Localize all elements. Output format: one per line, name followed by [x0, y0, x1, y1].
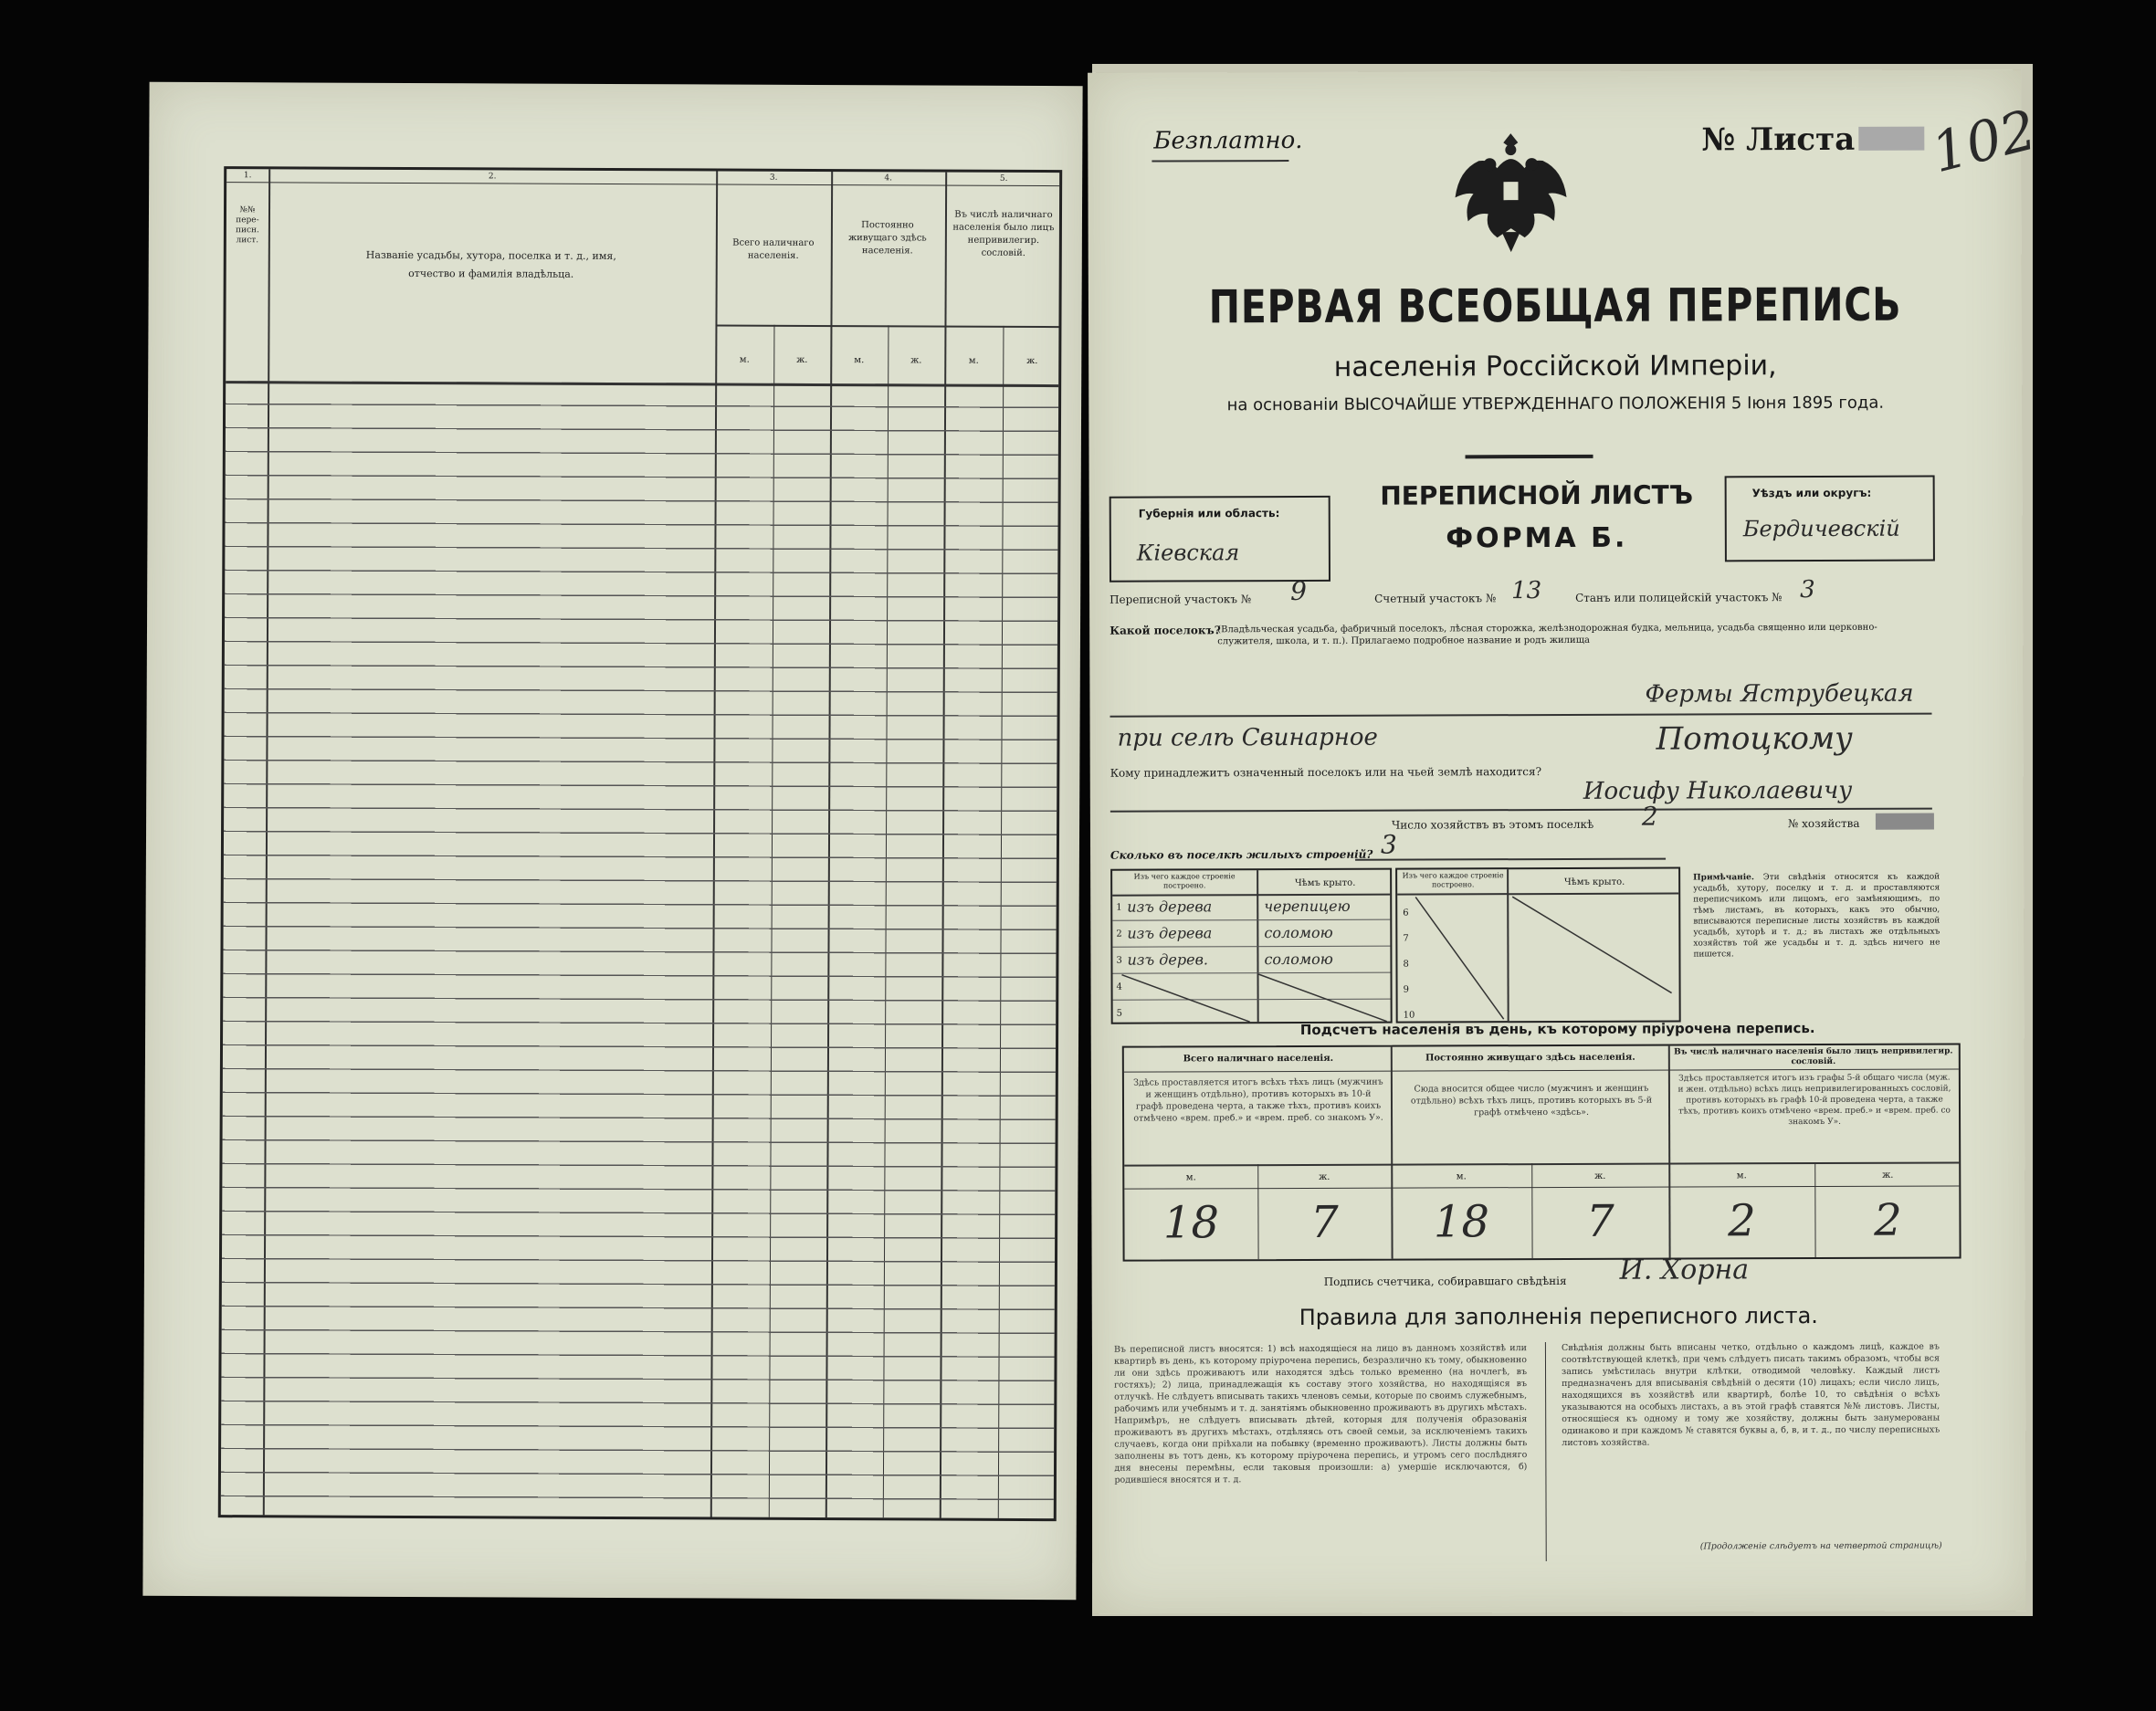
col5-zh: ж.: [1026, 355, 1038, 367]
ct-head-3: Въ числѣ наличнаго населенія было лицъ непривилегир. сословій.: [1674, 1046, 1953, 1067]
bt-head-1: Изъ чего каждое строеніе построено.: [1133, 872, 1236, 890]
col4-m: м.: [854, 355, 865, 366]
count-permanent-m: 18: [1433, 1196, 1490, 1248]
bt-row-n: 3: [1116, 955, 1122, 966]
ct-zh-1: ж.: [1319, 1171, 1330, 1182]
count-table: [1122, 1043, 1961, 1261]
bt-row: [1112, 920, 1390, 948]
census-title: ПЕРВАЯ ВСЕОБЩАЯ ПЕРЕПИСЬ: [1208, 278, 1902, 334]
rules-left: Въ переписной листъ вносятся: 1) всѣ находящіеся на лицо въ данномъ хозяйствѣ или квартирѣ въ день, къ которому пріурочена перепись, безразлично къ тому, обыкновенно ли они здѣсь проживаютъ или находятся здѣсь только временно (на ночлегѣ, въ гостяхъ); 2) лица, принадлежащія къ составу этого хозяйства, но находящіяся въ отлучкѣ. Не слѣдуетъ вписывать такихъ членовъ семьи, которые по своимъ служебнымъ, рабочимъ или учебнымъ и т. д. занятіямъ обыкновенно проживаютъ въ другихъ мѣстахъ. Напримѣръ, не слѣдуетъ вписывать дѣтей, которыя для полученія образованія проживаютъ въ другихъ мѣстахъ, отдѣляясь отъ своей семьи, за исключеніемъ такихъ случаевъ, когда они пріѣхали на побывку (временно проживаютъ). Листы должны быть заполнены въ тотъ день, къ которому пріурочена перепись, и утромъ сего послѣдняго дня внесены перемѣны, если таковыя произошли: а) умершіе исключаются, б) родившіеся вносятся и т. д.: [1113, 1343, 1528, 1485]
bt2-row-n: 8: [1403, 959, 1409, 970]
signature-label: Подпись счетчика, собиравшаго свѣдѣнія: [1323, 1274, 1567, 1288]
bt-row-n: 2: [1116, 929, 1122, 939]
col3-label: Всего наличнаго населенія.: [732, 237, 815, 261]
signature-handwritten: И. Хорна: [1619, 1254, 1750, 1286]
rules-title: Правила для заполненія переписного листа.: [1299, 1303, 1818, 1330]
bt-row-b: черепицею: [1264, 897, 1351, 916]
household-no-stamp: [1876, 814, 1934, 830]
census-basis: на основаніи ВЫСОЧАЙШЕ УТВЕРЖДЕННАГО ПОЛОЖЕНІЯ 5 Іюня 1895 года.: [1226, 393, 1885, 415]
settlement-handwritten-2: при селѣ Свинарное: [1117, 723, 1378, 752]
buildings-table-1: [1110, 868, 1393, 1024]
count-permanent-zh: 7: [1586, 1195, 1614, 1247]
uezd-value: Бердичевскiй: [1742, 515, 1900, 542]
count-title: Подсчетъ населенія въ день, къ которому пріурочена перепись.: [1299, 1020, 1815, 1038]
bt2-row-n: 7: [1403, 933, 1409, 944]
col3-m: м.: [739, 354, 750, 365]
ct-desc-1: Здѣсь проставляется итогъ всѣхъ тѣхъ лицъ (мужчинъ и женщинъ отдѣльно), противъ которыхъ въ 10-й графѣ проведена черта, а также тѣхъ, противъ коихъ отмѣчено «врем. преб.» и «врем. преб. со знакомъ У».: [1133, 1076, 1383, 1124]
sheet-number-handwritten: 102: [1925, 98, 2043, 186]
district-value-2: 13: [1510, 577, 1542, 605]
bt-row-n: 1: [1116, 902, 1122, 913]
count-nonpriv-zh: 2: [1874, 1194, 1902, 1246]
ct-head-1: Всего наличнаго населенія.: [1183, 1053, 1334, 1065]
bt-head-2: Чѣмъ крыто.: [1294, 877, 1356, 889]
col3-zh: ж.: [796, 354, 808, 365]
count-nonpriv-m: 2: [1728, 1195, 1756, 1247]
bt-row-b: соломою: [1264, 923, 1333, 942]
buildings-label: Сколько въ поселкѣ жилыхъ строеній?: [1110, 847, 1373, 862]
col4-number: 4.: [884, 173, 892, 184]
col4-zh: ж.: [910, 355, 922, 366]
district-label-1: Переписной участокъ №: [1110, 593, 1252, 606]
census-subtitle: населенія Россійской Имперіи,: [1333, 350, 1777, 383]
bt2-strike-lines: [1397, 893, 1678, 1023]
buildings-line: [1355, 858, 1666, 861]
owner-handwritten-1: Потоцкому: [1656, 719, 1853, 758]
title-divider: [1466, 455, 1593, 458]
settlement-handwritten-1: Фермы Яструбецкая: [1645, 679, 1914, 709]
households-value: 2: [1641, 801, 1658, 832]
sheet-number-stamp: [1858, 127, 1924, 151]
ct-desc-3: Здѣсь проставляется итогъ изъ графы 5-й общаго числа (муж. и жен. отдѣльно) всѣхъ лицъ непривилегированныхъ сословій, противъ которыхъ въ графѣ 10-й проведена черта, а также тѣхъ, противъ коихъ отмѣчено «врем. преб.» и «врем. преб. со знакомъ У».: [1677, 1073, 1951, 1128]
bt-row-n: 4: [1116, 981, 1122, 992]
household-no-label: № хозяйства: [1787, 816, 1860, 831]
owner-line: [1110, 808, 1932, 813]
district-label-3: Станъ или полицейскій участокъ №: [1575, 591, 1783, 604]
count-total-zh: 7: [1310, 1196, 1339, 1248]
col5-number: 5.: [999, 173, 1008, 184]
col1-label: №№ пере-писн. лист.: [235, 205, 259, 246]
bt-row: [1112, 894, 1390, 921]
settlement-note: (Владѣльческая усадьба, фабричный поселокъ, лѣсная сторожка, желѣзнодорожная будка, мельница, усадьба священно или церковно-служителя, школа, и т. п.). Прилагаемо подробное название и родъ жилища: [1217, 622, 1877, 647]
district-value-1: 9: [1289, 575, 1307, 607]
owner-label: Кому принадлежитъ означенный поселокъ или на чьей землѣ находится?: [1110, 765, 1542, 780]
ct-line: [1124, 1161, 1959, 1166]
bt-row-b: соломою: [1264, 950, 1333, 969]
free-label: Безплатно.: [1153, 126, 1303, 155]
settlement-label: Какой поселокъ?: [1110, 624, 1221, 637]
bt2-head-2: Чѣмъ крыто.: [1563, 876, 1625, 887]
bt2-row-n: 10: [1403, 1010, 1415, 1021]
bt2-row-n: 9: [1403, 984, 1409, 995]
ct-desc-2: Сюда вносится общее число (мужчинъ и женщинъ отдѣльно) всѣхъ тѣхъ лицъ, противъ которыхъ въ 5-й графѣ отмѣчено «здѣсь».: [1410, 1083, 1653, 1118]
col5-m: м.: [968, 355, 979, 366]
col4-label: Постоянно живущаго здѣсь населенія.: [847, 220, 927, 257]
note-title: Примѣчаніе.: [1693, 873, 1755, 883]
ct-m-2: м.: [1456, 1171, 1467, 1182]
households-label: Число хозяйствъ въ этомъ поселкѣ: [1391, 817, 1594, 832]
bt2-row-n: 6: [1403, 908, 1409, 918]
bt-row-n: 5: [1116, 1008, 1123, 1019]
owner-handwritten-2: Иосифу Николаевичу: [1583, 776, 1853, 805]
uezd-label: Уѣздъ или округъ:: [1751, 486, 1872, 500]
province-label: Губернія или область:: [1138, 507, 1280, 520]
province-value: Кiевская: [1136, 540, 1240, 566]
ruled-rows: [221, 381, 1058, 1518]
summary-table: [218, 166, 1062, 1521]
ct-m-1: м.: [1185, 1172, 1196, 1183]
sheet-number-label: № Листа: [1701, 121, 1856, 159]
col2-number: 2.: [488, 172, 497, 182]
settlement-line: [1110, 713, 1932, 718]
bt2-head-1: Изъ чего каждое строеніе построено.: [1402, 871, 1504, 889]
free-underline: [1152, 160, 1288, 163]
note-text: Эти свѣдѣнія относятся къ каждой усадьбѣ, хутору, поселку и т. д. и проставляются переписчикомъ или лицомъ, его замѣняющимъ, по тѣмъ листамъ, въ которыхъ, какъ это обычно, вписываются переписные листы хозяйствъ въ каждой усадьбѣ, хуторѣ и т. д.; въ листахъ же отдѣльныхъ хозяйствъ той же усадьбы и т. д. здѣсь ничего не пишется.: [1693, 872, 1940, 960]
ct-m-3: м.: [1736, 1170, 1747, 1181]
bt-strike-lines: [1112, 971, 1390, 1024]
bt-row-a: изъ дерева: [1127, 897, 1213, 916]
ct-zh-3: ж.: [1882, 1170, 1894, 1181]
ct-line: [1124, 1185, 1959, 1189]
col5-label: Въ числѣ наличнаго населенія было лицъ непривилегир. сословій.: [952, 209, 1055, 258]
uezd-box: [1725, 476, 1935, 562]
col3-number: 3.: [769, 173, 778, 183]
col2-label: Названіе усадьбы, хутора, поселка и т. д., имя, отчество и фамилія владѣльца.: [365, 248, 616, 280]
imperial-eagle-emblem: [1451, 124, 1571, 261]
buildings-table-2: [1395, 867, 1681, 1023]
left-page: [142, 82, 1082, 1600]
ct-zh-2: ж.: [1594, 1170, 1606, 1181]
sheet-type: ПЕРЕПИСНОЙ ЛИСТЪ: [1380, 479, 1694, 511]
note-block: [1693, 872, 1940, 960]
col1-number: 1.: [243, 171, 252, 181]
bt-row-a: изъ дерев.: [1127, 950, 1208, 969]
form-label: ФОРМА Б.: [1446, 521, 1628, 555]
district-label-2: Счетный участокъ №: [1374, 592, 1497, 605]
right-page: [1088, 69, 2043, 1614]
province-box: [1110, 496, 1330, 583]
ct-head-2: Постоянно живущаго здѣсь населенія.: [1425, 1052, 1635, 1064]
rules-right: Свѣдѣнія должны быть вписаны четко, отдѣльно о каждомъ лицѣ, каждое въ соотвѣтствующей клеткѣ, при чемъ слѣдуетъ писать такимъ образомъ, чтобы вся запись умѣстилась внутри клѣтки, отводимой человѣку. Каждый листъ предназначенъ для вписыванія свѣдѣній о десяти (10) лицахъ; если число лицъ, находящихся въ хозяйствѣ или квартирѣ, болѣе 10, то свѣдѣнія о всѣхъ указываются на особыхъ листахъ, а въ этой графѣ ставятся №№ листовъ. Листы, относящіеся къ одному и тому же хозяйству, должны быть занумерованы одинаково и при каждомъ № ставятся буквы а, б, в, и т. д., по числу переписныхъ листовъ хозяйства.: [1561, 1341, 1940, 1448]
count-total-m: 18: [1162, 1197, 1220, 1249]
district-value-3: 3: [1799, 576, 1815, 604]
rules-continue: (Продолженіе слѣдуетъ на четвертой страницѣ): [1699, 1540, 1942, 1552]
buildings-value: 3: [1380, 829, 1397, 860]
rules-divider: [1545, 1342, 1547, 1561]
bt-row-a: изъ дерева: [1127, 924, 1213, 942]
